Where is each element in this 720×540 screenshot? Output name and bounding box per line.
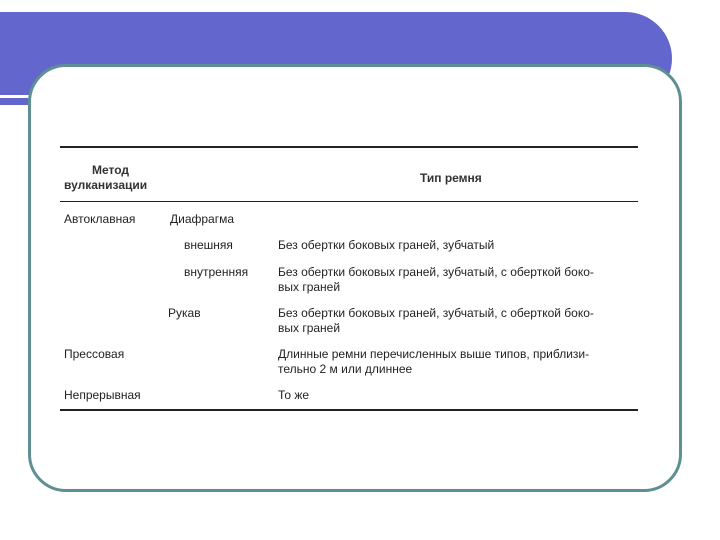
belt-table	[60, 146, 638, 414]
cell-belt-type: То же	[278, 388, 310, 402]
cell-variant: внешняя	[184, 238, 233, 252]
cell-belt-type-cont: вых граней	[278, 280, 341, 294]
cell-belt-type: Длинные ремни перечисленных выше типов, приблизи-	[278, 347, 590, 361]
cell-variant: внутренняя	[184, 265, 249, 279]
cell-method: Автоклавная	[64, 212, 136, 226]
cell-belt-type-cont: вых граней	[278, 321, 341, 335]
header-belt-type: Тип ремня	[420, 171, 482, 185]
cell-belt-type: Без обертки боковых граней, зубчатый, с оберткой боко-	[278, 306, 594, 320]
header-method-line1: Метод	[92, 163, 130, 177]
table-top-rule	[60, 146, 638, 148]
table-bottom-rule	[60, 409, 638, 411]
header-method-line2: вулканизации	[64, 178, 148, 192]
cell-subtype: Рукав	[168, 306, 201, 320]
header-rule	[60, 201, 638, 202]
cell-belt-type: Без обертки боковых граней, зубчатый	[278, 238, 495, 252]
cell-method: Непрерывная	[64, 388, 141, 402]
cell-belt-type: Без обертки боковых граней, зубчатый, с оберткой боко-	[278, 265, 594, 279]
cell-subtype: Диафрагма	[170, 212, 235, 226]
cell-method: Прессовая	[64, 347, 125, 361]
cell-belt-type-cont: тельно 2 м или длиннее	[278, 362, 413, 376]
